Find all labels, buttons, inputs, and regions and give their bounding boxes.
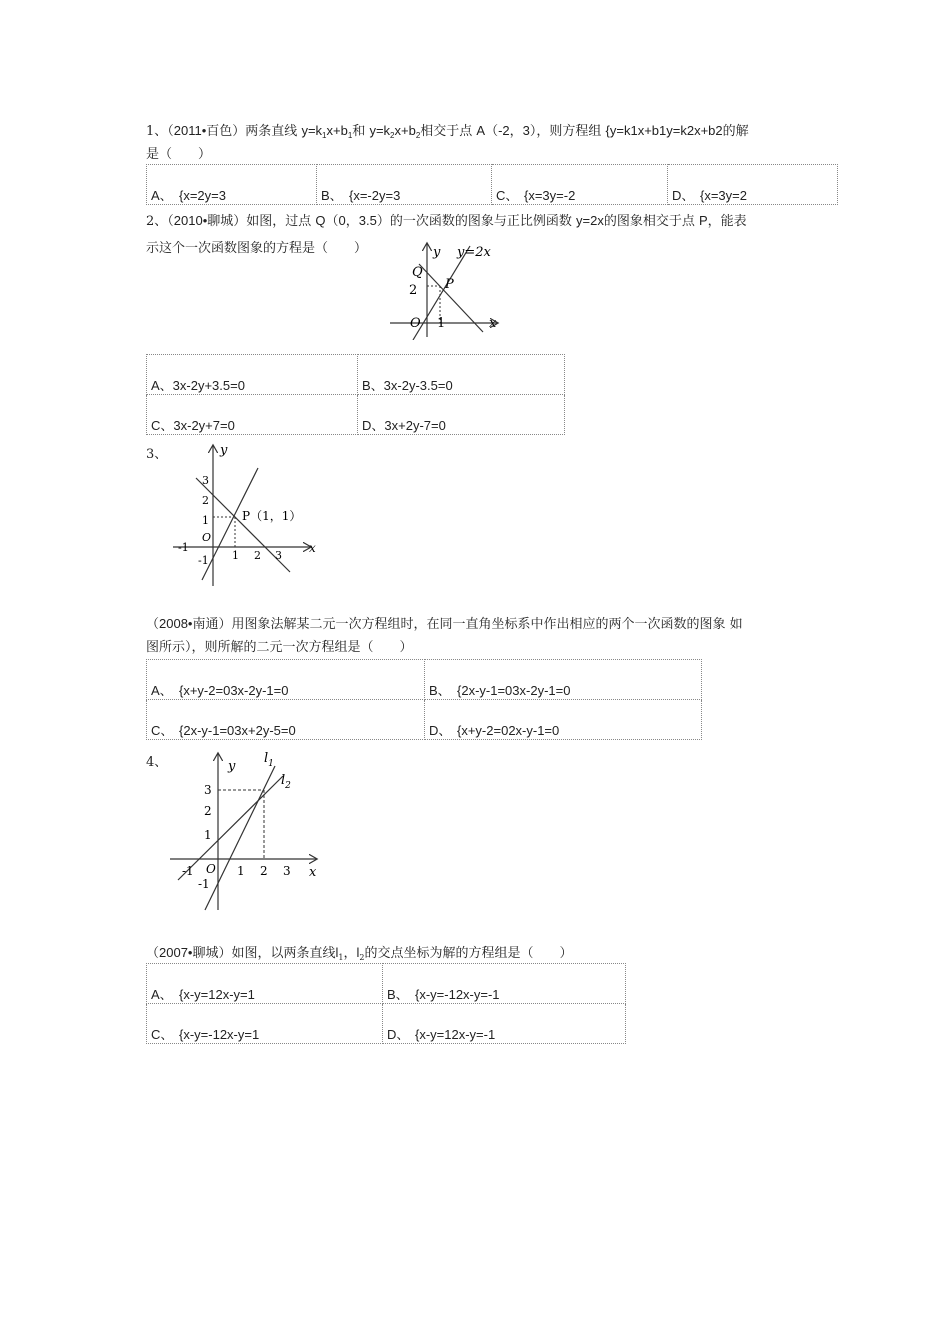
q3-option-d[interactable]: D、 {x+y-2=02x-y-1=0 — [425, 700, 702, 740]
q2-label-fn: y=2x — [457, 245, 491, 260]
q1-option-b[interactable]: B、 {x=-2y=3 — [317, 165, 492, 205]
q2-option-a[interactable]: A、3x-2y+3.5=0 — [147, 355, 358, 395]
q4-label-y: y — [228, 759, 236, 774]
q4-figure — [168, 748, 323, 913]
q4-options — [146, 963, 626, 1044]
q2-label-y: y — [433, 245, 441, 260]
q2-options — [146, 354, 565, 435]
q1-number: 1、 — [146, 124, 168, 139]
q2-label-2: 2 — [409, 283, 418, 298]
q3-option-a[interactable]: A、 {x+y-2=03x-2y-1=0 — [147, 660, 425, 700]
q3-label-o: O — [202, 531, 212, 544]
q3-tick-ym1: -1 — [198, 554, 209, 567]
q1-option-c[interactable]: C、 {x=3y=-2 — [492, 165, 668, 205]
q3-option-b[interactable]: B、 {2x-y-1=03x-2y-1=0 — [425, 660, 702, 700]
q4-number: 4、 — [146, 755, 168, 770]
q2-label-x: x — [489, 316, 497, 331]
q2-label-1: 1 — [437, 316, 446, 331]
q3-stem-line2: 图所示），则所解的二元一次方程组是（ ） — [146, 640, 413, 655]
q4-label-l1: $l_1$ — [264, 751, 274, 769]
q3-figure — [168, 440, 320, 588]
q4-option-b[interactable]: B、 {x-y=-12x-y=-1 — [383, 964, 626, 1004]
q1-option-d[interactable]: D、 {x=3y=2 — [668, 165, 838, 205]
q4-tick-x2: 2 — [260, 864, 268, 878]
q4-stem: （2007•聊城）如图，以两条直线$l_1$，$l_2$的交点坐标为解的方程组是（ ） — [146, 945, 573, 962]
q1-stem-line2: 是（ ） — [146, 147, 212, 162]
q3-tick-xm1: -1 — [178, 541, 189, 554]
q4-tick-y2: 2 — [204, 804, 212, 818]
q2-label-o: O — [410, 316, 421, 331]
q3-options — [146, 659, 702, 740]
q2-option-b[interactable]: B、3x-2y-3.5=0 — [358, 355, 565, 395]
q3-tick-y2: 2 — [202, 494, 209, 507]
q2-option-c[interactable]: C、3x-2y+7=0 — [147, 395, 358, 435]
q1-point: A（-2，3） — [476, 123, 537, 138]
q2-option-d[interactable]: D、3x+2y-7=0 — [358, 395, 565, 435]
q2-label-q: Q — [412, 265, 423, 280]
q3-option-c[interactable]: C、 {2x-y-1=03x+2y-5=0 — [147, 700, 425, 740]
q2-label-p: P — [445, 277, 454, 292]
q1-eq2: $y=k_2x+b_2$ — [369, 123, 421, 140]
q1-options — [146, 164, 838, 205]
q4-label-o: O — [206, 862, 216, 876]
q1-system: {y=k1x+b1y=k2x+b2 — [605, 123, 723, 138]
q4-label-x: x — [309, 865, 317, 880]
q1-source: （2011•百色） — [167, 123, 246, 138]
q4-tick-x3: 3 — [283, 864, 291, 878]
q3-tick-x3: 3 — [275, 549, 282, 562]
q4-tick-x1: 1 — [237, 864, 245, 878]
q3-tick-y3: 3 — [202, 474, 209, 487]
q3-label-y: y — [220, 443, 228, 458]
q3-label-x: x — [309, 541, 316, 555]
q4-tick-ym1: -1 — [198, 877, 210, 891]
q3-tick-x2: 2 — [254, 549, 261, 562]
q4-tick-y3: 3 — [204, 783, 212, 797]
q4-tick-y1: 1 — [204, 828, 212, 842]
q2-line-qp — [419, 264, 483, 332]
q1-eq1: $y=k_1x+b_1$ — [301, 123, 353, 140]
q3-tick-x1: 1 — [232, 549, 239, 562]
q4-option-c[interactable]: C、 {x-y=-12x-y=1 — [147, 1004, 383, 1044]
q4-tick-xm1: -1 — [182, 864, 194, 878]
q2-stem-line2: 示这个一次函数图象的方程是（ ） — [146, 241, 368, 256]
q1-stem: 1、（2011•百色）两条直线 $y=k_1x+b_1$和 $y=k_2x+b_2$相交于点 A（-2，3），则方程组 {y=k1x+b1y=k2x+b2的解 — [146, 123, 749, 140]
q4-option-a[interactable]: A、 {x-y=12x-y=1 — [147, 964, 383, 1004]
q3-label-p: P（1，1） — [242, 509, 302, 523]
q4-label-l2: $l_2$ — [281, 773, 291, 791]
q4-option-d[interactable]: D、 {x-y=12x-y=-1 — [383, 1004, 626, 1044]
q3-number: 3、 — [146, 447, 168, 462]
q2-stem: 2、（2010•聊城）如图，过点 Q（0，3.5）的一次函数的图象与正比例函数 y=2x的图象相交于点 P，能表 — [146, 213, 747, 229]
q3-line-1 — [202, 468, 258, 580]
q1-option-a[interactable]: A、 {x=2y=3 — [147, 165, 317, 205]
q2-figure — [385, 240, 510, 340]
q3-tick-y1: 1 — [202, 514, 209, 527]
q3-stem: （2008•南通）用图象法解某二元一次方程组时，在同一直角坐标系中作出相应的两个一次函数的图象 如 — [146, 616, 743, 632]
